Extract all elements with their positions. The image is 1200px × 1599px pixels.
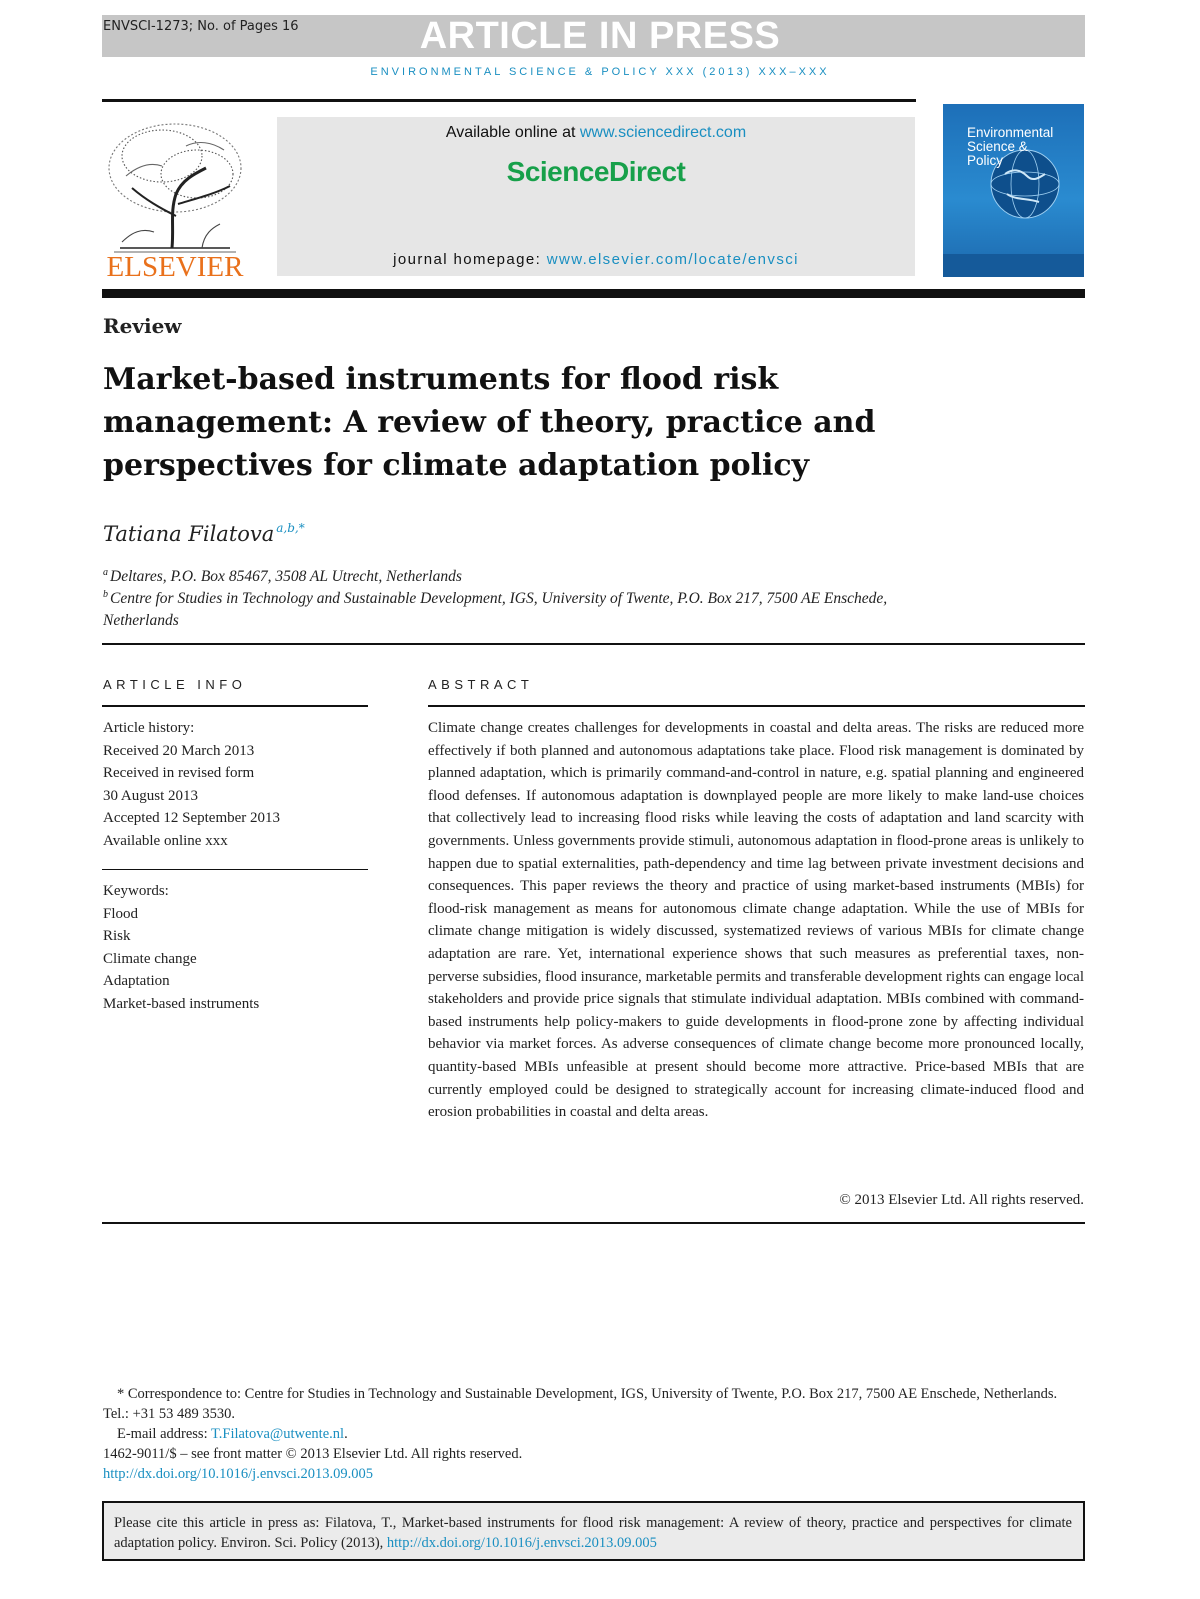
abstract-text: Climate change creates challenges for developments in coastal and delta areas. The risks are reduced more effectively if both planned and autonomous adaptations take place. Flood risk management is dominated by planned adaptation, which is primarily command-and-control in nature, e.g. spatial planning and engineered flood defenses. If autonomous adaptation is downplayed people are more likely to make land-use choices that collectively lead to increasing flood risks while leaving the costs of adaptation and land scarcity with governments. Unless governments provide stimuli, autonomous adaptation in flood-prone areas is unlikely to happen due to spatial externalities, path-dependency and time lag between private investment decisions and consequences. This paper reviews the theory and practice of using market-based instruments (MBIs) for flood-risk management as means for autonomous climate change adaptation. While the use of MBIs for climate change mitigation is widely discussed, systematized reviews of various MBIs for climate change adaptation are rare. Yet, international experience shows that such measures as preferential taxes, non-perverse subsidies, flood insurance, marketable permits and transferable development rights can engage local stakeholders and provide price signals that stimulate individual adaptation. MBIs combined with command-based instruments help policy-makers to guide developments in flood-prone zone by affecting individual behavior via market forces. As adverse consequences of climate change become more pronounced locally, quantity-based MBIs unfeasible at present should become more attractive. Price-based MBIs that are currently employed could be designed to strategically account for increasing climate-induced flood and erosion probabilities in coastal and delta areas.: [428, 720, 1084, 1121]
header-rule: [102, 99, 916, 102]
email-link[interactable]: T.Filatova@utwente.nl: [210, 1426, 345, 1442]
author-name: Tatiana Filatova: [103, 522, 275, 546]
homepage-prefix: journal homepage:: [393, 251, 547, 268]
citation-doi-link[interactable]: http://dx.doi.org/10.1016/j.envsci.2013.09.005: [386, 1535, 657, 1551]
article-info-rule: [102, 705, 368, 707]
keywords: [103, 880, 259, 1015]
front-matter: 1462-9011/$ – see front matter © 2013 Elsevier Ltd. All rights reserved.: [103, 1446, 523, 1462]
elsevier-logo: [102, 116, 248, 280]
journal-homepage-link[interactable]: www.elsevier.com/locate/envsci: [546, 251, 799, 268]
affiliation-a: $^a$ Deltares, P.O. Box 85467, 3508 AL Utrecht, Netherlands: [103, 567, 462, 585]
svg-text:ELSEVIER: ELSEVIER: [106, 251, 244, 280]
article-in-press-label: ARTICLE IN PRESS: [419, 15, 781, 57]
author: [103, 521, 305, 546]
author-affiliation-marks[interactable]: a,b,*: [276, 521, 305, 535]
available-online: [277, 124, 915, 142]
journal-homepage: [277, 251, 915, 268]
citation-box: [102, 1501, 1085, 1561]
keywords-label: Keywords:: [103, 883, 169, 899]
keyword-item: Flood: [103, 905, 139, 922]
available-prefix: Available online at: [445, 124, 580, 141]
article-history: [103, 717, 280, 852]
journal-cover: [943, 104, 1084, 277]
affiliation-b: $^b$ Centre for Studies in Technology and Sustainable Development, IGS, University of Twente, P.O. Box 217, 7500 AE Enschede, Netherlands: [103, 589, 888, 629]
doi-note: [103, 1464, 1086, 1484]
article-title: Market-based instruments for flood risk management: A review of theory, practice and perspectives for climate adaptation policy: [103, 362, 876, 483]
journal-running-title: ENVIRONMENTAL SCIENCE & POLICY XXX (2013) XXX–XXX: [370, 66, 830, 78]
email-note: E-mail address: T.Filatova@utwente.nl.: [117, 1426, 348, 1442]
keyword-item: Climate change: [103, 950, 197, 967]
abstract-end-rule: [102, 1222, 1085, 1224]
correspondence-note: * Correspondence to: Centre for Studies in Technology and Sustainable Development, IGS, University of Twente, P.O. Box 217, 7500 AE Enschede, Netherlands. Tel.: +31 53 489 3530.: [103, 1386, 1058, 1422]
history-received: Received 20 March 2013: [103, 742, 255, 759]
sciencedirect-link[interactable]: www.sciencedirect.com: [579, 124, 747, 141]
history-revised-date: 30 August 2013: [103, 787, 199, 804]
history-label: Article history:: [103, 720, 195, 736]
abstract-heading: ABSTRACT: [428, 677, 534, 692]
title-rule: [102, 643, 1085, 645]
abstract-copyright: © 2013 Elsevier Ltd. All rights reserved.: [839, 1192, 1084, 1208]
history-revised: Received in revised form: [103, 765, 255, 781]
abstract-rule: [428, 705, 1085, 707]
email-label: E-mail address:: [117, 1426, 211, 1442]
article-type: Review: [103, 314, 182, 338]
keyword-item: Risk: [103, 928, 131, 944]
masthead-rule: [102, 289, 1085, 298]
sciencedirect-logo: ScienceDirect: [506, 156, 686, 187]
cover-title: Environmental Science & Policy: [967, 125, 1054, 168]
citation-text: Please cite this article in press as: Filatova, T., Market-based instruments for flood risk management: A review of theory, practice and perspectives for climate adaptation policy. Environ. Sci. Policy (2013), http://dx.doi.org/10.1016/j.envsci.2013.09.005: [114, 1515, 1072, 1551]
article-info-heading: ARTICLE INFO: [103, 677, 247, 692]
history-online: Available online xxx: [103, 832, 228, 849]
keywords-rule: [102, 869, 368, 870]
doi-link[interactable]: http://dx.doi.org/10.1016/j.envsci.2013.09.005: [103, 1466, 373, 1482]
document-id: ENVSCI-1273; No. of Pages 16: [103, 19, 299, 34]
keyword-item: Adaptation: [103, 973, 170, 989]
history-accepted: Accepted 12 September 2013: [103, 810, 281, 826]
keyword-item: Market-based instruments: [103, 995, 260, 1012]
